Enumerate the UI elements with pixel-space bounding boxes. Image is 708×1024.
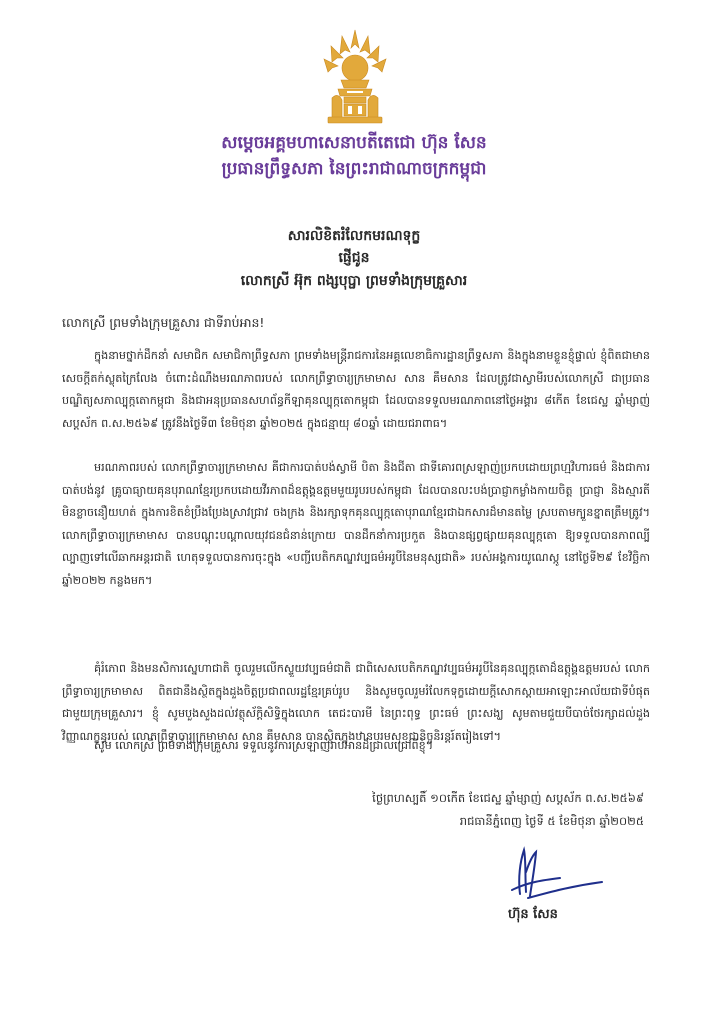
letter-title: សារលិខិតរំលែកមរណទុក្ខ (287, 228, 421, 244)
letter-to: ផ្ញើជូន (338, 250, 370, 266)
signatory-name: ហ៊ុន សែន (508, 907, 558, 922)
lunar-date: ថ្ងៃព្រហស្បតិ៍ ១០កើត ខែជេស្ឋ ឆ្នាំម្សាញ់ សប្តស័ក ព.ស.២៥៦៩ (372, 791, 644, 805)
body-paragraph-4: សូម លោកស្រី ព្រមទាំងក្រុមគ្រួសារ ទទួលនូវការស្រឡាញ់រាប់អានដ៏ជ្រាលជ្រៅពីខ្ញុំ។ (94, 739, 434, 752)
salutation: លោកស្រី ព្រមទាំងក្រុមគ្រួសារ ជាទីរាប់អាន! (62, 315, 265, 330)
body-paragraph-1: ក្នុងនាមថ្នាក់ដឹកនាំ សមាជិក សមាជិកាព្រឹទ្ធសភា ព្រមទាំងមន្ត្រីរាជការនៃអគ្គលេខាធិការដ្ឋានព្រឹទ្ធសភា និងក្នុងនាមខ្លួនខ្ញុំផ្ទាល់ ខ្ញុំពិតជាមានសេចក្តីតក់ស្លុតក្រៃលែង ចំពោះដំណឹងមរណភាពរបស់ លោកព្រឹទ្ធាចារ្យក្រមាមាស សាន គឹមសាន ដែលត្រូវជាស្វាមីរបស់លោកស្រី ជាប្រធានបណ្ឌិត្យសភាល្បុក្កតោកម្ពុជា និងជាអនុប្រធានសហព័ន្ធកីឡាគុនល្បុក្កតោកម្ពុជា ដែលបានទទួលមរណភាពនៅថ្ងៃអង្គារ ៨កើត ខែជេស្ឋ ឆ្នាំម្សាញ់ សប្តស័ក ព.ស.២៥៦៩ ត្រូវនឹងថ្ងៃទី៣ ខែមិថុនា ឆ្នាំ២០២៥ ក្នុងជន្មាយុ ៨០ឆ្នាំ ដោយជរាពាធ។ (62, 349, 650, 430)
body-paragraph-2: មរណភាពរបស់ លោកព្រឹទ្ធាចារ្យក្រមាមាស គឺជាការបាត់បង់ស្វាមី បិតា និងជីតា ជាទីគោរពស្រឡាញ់ប្រកបដោយព្រហ្មវិហារធម៌ និងជាការបាត់បង់នូវ គ្រូបាធ្យាយគុនបុរាណខ្មែរប្រកបដោយវីរភាពដ៏ឧត្តុង្គឧត្តមមួយរូបរបស់កម្ពុជា ដែលបានលះបង់ប្រាជ្ញាកម្លាំងកាយចិត្ត ប្រាជ្ញា និងស្មារតីមិនខ្លាចនឿយហត់ ក្នុងការខិតខំប្រឹងប្រែងស្រាវជ្រាវ ចងក្រង និងរក្សាទុកគុនល្បុក្កតោបុរាណខ្មែរជាឯកសារដ៏មានតម្លៃ ស្របតាមក្បួនខ្នាតត្រឹមត្រូវ។ លោកព្រឹទ្ធាចារ្យក្រមាមាស បានបណ្តុះបណ្តាលយុវជនជំនាន់ក្រោយ បានដឹកនាំការប្រកួត និងបានផ្សព្វផ្សាយគុនល្បុក្កតោ ឱ្យទទួលបានភាពល្បីល្បាញទៅលើឆាកអន្តរជាតិ ហេតុទទួលបានការចុះក្នុង «បញ្ជីបេតិកភណ្ឌវប្បធម៌អរូបីនៃមនុស្សជាតិ» របស់អង្គការយូណេស្កូ នៅថ្ងៃទី២៩ ខែវិច្ឆិកា ឆ្នាំ២០២២ កន្លងមក។ (62, 461, 650, 587)
header-name: សម្តេចអគ្គមហាសេនាបតីតេជោ ហ៊ុន សែន (221, 133, 487, 153)
signature-mark (498, 842, 608, 906)
header-position: ប្រធានព្រឹទ្ធសភា នៃព្រះរាជាណាចក្រកម្ពុជា (221, 159, 487, 179)
senate-emblem-icon (318, 28, 392, 128)
solar-date: រាជធានីភ្នំពេញ ថ្ងៃទី ៥ ខែមិថុនា ឆ្នាំ២០២៥ (459, 814, 644, 828)
letter-recipient: លោកស្រី អ៊ុក ពង្សបុប្ផា ព្រមទាំងក្រុមគ្រួសារ (240, 273, 468, 289)
body-paragraph-3: គុំរំភោព និងមនសិការស្នេហាជាតិ ចូលរួមលើកស្ទួយវប្បធម៌ជាតិ ជាពិសេសបេតិកភណ្ឌវប្បធម៌អរូបីនៃគុនល្បុក្កតោដ៏ឧត្តុង្គឧត្តមរបស់ លោកព្រឹទ្ធាចារ្យក្រមាមាស ពិតជានឹងស្ថិតក្នុងដួងចិត្តប្រជាពលរដ្ឋខ្មែរគ្រប់រូប និងសូមចូលរួមរំលែកទុក្ខដោយក្តីសោកស្តាយអាឡោះអាល័យជាទីបំផុតជាមួយក្រុមគ្រួសារ។ ខ្ញុំ សូមបួងសួងដល់វត្ថុស័ក្តិសិទ្ធិក្នុងលោក តេជះបារមី នៃព្រះពុទ្ធ ព្រះធម៌ ព្រះសង្ឃ សូមតាមជួយបីបាច់ថែរក្សាដល់ដួងវិញ្ញាណក្ខន្ធរបស់ លោកព្រឹទ្ធាចារ្យក្រមាមាស សាន គឹមសាន បានស្ថិតក្នុងឋានបរមសុខជានិច្ចនិរន្តរ៍តរៀងទៅ។ (62, 662, 650, 743)
